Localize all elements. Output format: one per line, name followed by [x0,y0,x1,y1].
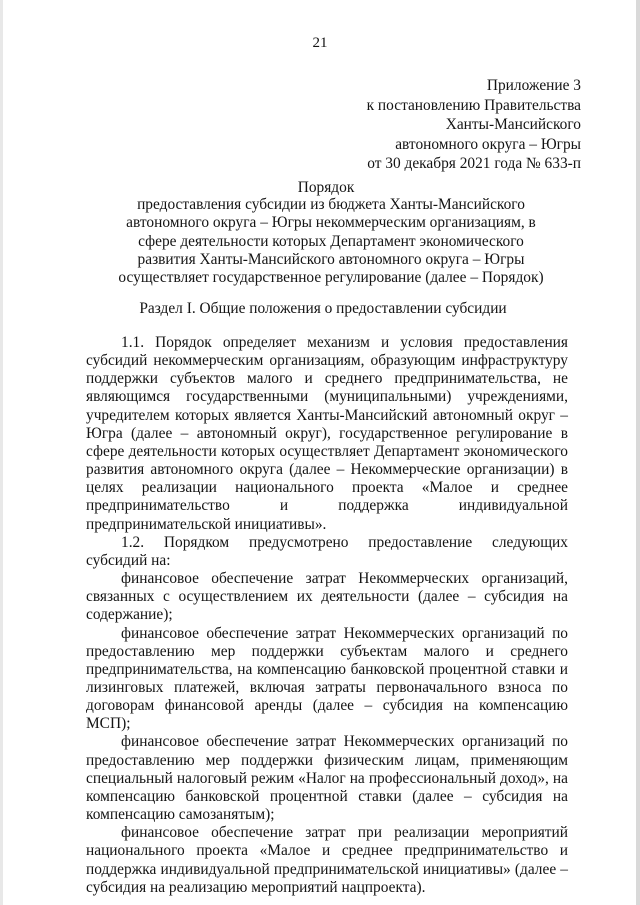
appendix-line: автономного округа – Югры [395,135,581,153]
appendix-line: от 30 декабря 2021 года № 633-п [367,155,581,173]
appendix-line: Ханты-Мансийского [445,116,581,134]
section-heading: Раздел I. Общие положения о предоставлении субсидии [139,300,507,317]
paragraph: финансовое обеспечение затрат при реализации мероприятий национального проекта «Малое и среднее предпринимательство и поддержка индивидуальной предпринимательской инициативы» (далее – субсидия на реализацию мероприятий нацпроекта). [86,824,568,896]
appendix-block [367,76,581,174]
paragraph: финансовое обеспечение затрат Некоммерческих организаций, связанных с осуществлением их деятельности (далее – субсидия на содержание); [86,570,568,624]
appendix-line: к постановлению Правительства [366,96,581,114]
page-number: 21 [312,35,328,51]
paragraph: 1.1. Порядок определяет механизм и условия предоставления субсидий некоммерческим организациям, образующим инфраструктуру поддержки субъектов малого и среднего предпринимательства, не являющимся государственными (муниципальными) учреждениями, учредителем которых является Ханты-Мансийский автономный округ – Югра (далее – автономный округ), государственное регулирование в сфере деятельности которых осуществляет Департамент экономического развития автономного округа (далее – Некоммерческие организации) в целях реализации национального проекта «Малое и среднее предпринимательство и поддержка индивидуальной предпринимательской инициативы». [86,334,568,533]
scan-edge-left [0,0,3,905]
paragraph: финансовое обеспечение затрат Некоммерческих организаций по предоставлению мер поддержки субъектам малого и среднего предпринимательства, на компенсацию банковской процентной ставки и лизинговых платежей, включая затраты первоначального взноса по договорам финансовой аренды (далее – субсидия на компенсацию МСП); [86,624,568,733]
paragraph: 1.2. Порядком предусмотрено предоставление следующих субсидий на: [86,533,568,569]
document-title: Порядок [297,179,355,196]
scan-edge-right [636,0,640,905]
document-subtitle: предоставления субсидии из бюджета Ханты-Мансийского автономного округа – Югры некоммерческим организациям, в сфере деятельности которых Департамент экономического развития Ханты-Мансийского автономного округа – Югры осуществляет государственное регулирование (далее – Порядок) [118,196,544,287]
document-body [86,334,568,897]
appendix-line: Приложение 3 [486,77,581,94]
paragraph: финансовое обеспечение затрат Некоммерческих организаций по предоставлению мер поддержки физическим лицам, применяющим специальный налоговый режим «Налог на профессиональный доход», на компенсацию банковской процентной ставки (далее – субсидия на компенсацию самозанятым); [86,733,568,824]
